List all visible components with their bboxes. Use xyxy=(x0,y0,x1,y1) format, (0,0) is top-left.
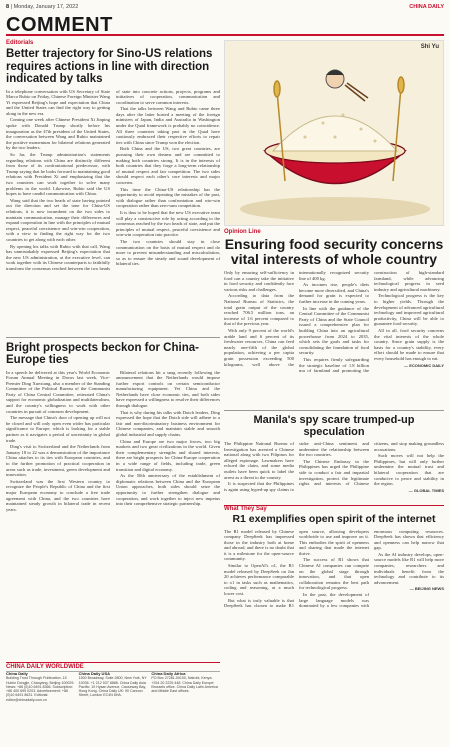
r1-body xyxy=(224,529,444,734)
opinion-paragraph: With only 9 percent of the world's arable land and 6 percent of its freshwater resources, China can feed nearly one-fifth of the global population, achieving a per capita grain possession exceeding 500 kilograms, well above the internationally recognized security line of 400 kg. xyxy=(224,270,369,367)
bright-paragraph: China and Europe are two major forces, two big markets and two great civilizations in the world. Given their complementary strengths and shared interests, there are bright prospects for China-Europe cooperation in a wide range of fields, including trade, green transition and digital economy. xyxy=(116,438,220,472)
address-block: China Daily USA 1500 Broadway, Suite 2800, New York, NY 10036. +1 212 537 8888. China Daily Asia Pacific: 10 Hysan Avenue, Causeway Bay, Hong Kong. China Daily UK: 90 Cannon Street, London EC4N 6HA. xyxy=(78,671,147,698)
editorial-paragraph: So far, the Trump administration's statements regarding relations with China are distinctly different from those of its confrontational predecessor, with Trump saying that he looks forward to maintaining good relations with President Xi and emphasizing that the two countries can work together to solve many problems in the world. Likewise, Rubio said the US hopes to have candid communication with China. xyxy=(6,152,110,197)
r1-paragraph: In the past, the development of large language models was dominated by a few companies with enormous computing resources. DeepSeek has shown that efficiency and openness can help narrow that gap. xyxy=(299,528,444,609)
section-header xyxy=(6,14,444,36)
manila-paragraph: The Philippine National Bureau of Investigation has arrested a Chinese national along with two Filipinos for alleged espionage. Lawmakers have echoed the claim, and some media outlets have been quick to label the arrest as a threat to the country. xyxy=(224,441,294,480)
editorial-body xyxy=(6,89,220,333)
r1-headline: R1 exemplifies open spirit of the internet xyxy=(232,513,436,525)
bright-paragraph: That is why during his talks with Dutch leaders, Ding expressed the hope that the Dutch side will adhere to a fair and non-discriminatory business environment for Chinese companies, and maintain stable and smooth global industrial and supply chains. xyxy=(116,409,220,438)
section-title: COMMENT xyxy=(6,14,113,36)
issue-date: Monday, January 17, 2022 xyxy=(13,4,79,10)
opinion-signoff: — ECONOMIC DAILY xyxy=(404,362,444,368)
editorial-headline: Better trajectory for Sino-US relations requires actions in line with direction indicated by talks xyxy=(6,48,213,85)
editorial-paragraph: It is thus to be hoped that the new US executive team will play a constructive role by acting according to the consensus reached by the two heads of state, and put the principles of mutual respect, peaceful coexistence and win-win cooperation into practice. xyxy=(116,209,220,238)
opinion-paragraph: Technological progress is the key to higher yields. Through the development of advanced agricultural technology and improved agricultural productivity, China will be able to guarantee food security. xyxy=(374,293,444,327)
editorial-paragraph: Both China and the US, two great countries, are pursuing their own dreams and are committed to making both countries strong. It is in the interests of both countries that they forge a long-term relationship of mutual respect and fair competition. The two sides should respect each other's core interests and major concerns. xyxy=(116,146,220,185)
address-block: China Daily Africa PO Box 27281-00100, Nairobi, Kenya. +254 20 2225 448. China Daily Europe: Brussels office. China Daily Latin America and Middle East offices. xyxy=(151,671,218,694)
masthead-bar xyxy=(6,4,444,14)
opinion-paragraph: Only by ensuring self-sufficiency in food can a country take the initiative in food security and confidently face various risks and challenges. xyxy=(224,270,294,292)
divider xyxy=(224,410,444,411)
opinion-paragraph: All in all, food security concerns the vital interests of the whole country. Since grain supply is the basis for a country's stability, every effort should be made to ensure that every household has enough to eat. xyxy=(374,327,444,361)
r1-signoff: — BEIJING NEWS xyxy=(409,586,444,592)
opinion-label: Opinion Line xyxy=(224,229,261,235)
opinion-paragraph: In line with the guidance of the Central Committee of the Communist Party of China and the State Council issued a comprehensive plan for building China into an agricultural powerhouse from 2024 to 2035, which sets the goals and tasks for consolidating the foundation of food security. xyxy=(299,305,369,356)
manila-paragraph: The Chinese Embassy in the Philippines has urged the Philippine side to conduct a fair and impartial investigation, protect the legitimate rights and interests of Chinese citizens, and stop making groundless accusations. xyxy=(299,441,444,487)
opinion-paragraph: This requires firmly safeguarding the strategic baseline of 1.8 billion mu of farmland and promoting the construction of high-standard farmland, while advancing technological progress in seed industry and agricultural machinery. xyxy=(299,270,444,374)
bright-paragraph: Ding's visit to Switzerland and the Netherlands from January 18 to 22 was a demonstration of the importance China attaches to its ties with European countries, and to the further promotion of practical cooperation in areas such as trade, investment, green development and innovation. xyxy=(6,444,110,478)
left-column xyxy=(6,40,220,648)
address-block: China Daily Building Trust Through Publication. 15 Huixin Dongjie, Chaoyang, Beijing 100029. News: +86 (0)10 6491 8366. Subscription: +86 400 699 0203. Advertisement: +86 (0)10 6491 8631. Editorial: editor@chinadaily.com.cn xyxy=(6,671,75,702)
worldwide-bar: CHINA DAILY WORLDWIDE xyxy=(6,662,220,672)
worldwide-addresses xyxy=(6,672,220,702)
right-column xyxy=(224,40,444,533)
masthead-left: 8 | Monday, January 17, 2022 xyxy=(6,4,79,10)
bright-headline: Bright prospects beckon for China-Europe ties xyxy=(6,341,199,366)
bright-paragraph: Bilateral relations hit a snag recently following the announcement that the Netherlands would impose further export controls on certain semiconductor manufacturing equipment. Yet China and the Netherlands have close economic ties, and both sides have expressed a willingness to resolve their differences through dialogue. xyxy=(116,369,220,409)
opinion-body xyxy=(224,270,444,408)
editorial-paragraph: Coming one week after Chinese President Xi Jinping spoke with Donald Trump shortly before his inauguration as the 47th president of the United States, the conversation between Wang and Rubio maintained the positive momentum for bilateral relations generated by the two leaders. xyxy=(6,117,110,151)
editorial-paragraph: That the talks between Wang and Rubio came three days after the latter hosted a meeting of the foreign ministers of Japan, India and Australia in Washington under the Quad framework is probably no coincidence. All three countries taking part in the Quad have cautiously embraced their respective efforts to repair ties with China since Trump won the election. xyxy=(116,106,220,145)
opinion-paragraph: As incomes rise, people's diets become more diversified, and China's demand for grain is expected to further increase in the coming years. xyxy=(299,282,369,304)
manila-signoff: — GLOBAL TIMES xyxy=(408,487,444,493)
paper-name: CHINA DAILY xyxy=(409,4,444,10)
bright-paragraph: In a speech he delivered at this year's World Economic Forum Annual Meeting in Davos last week, Vice-Premier Ding Xuexiang, also a member of the Standing Committee of the Political Bureau of the Communist Party of China Central Committee, reiterated China's support for economic globalization and multilateralism, and the country's willingness to work with other countries in pursuit of common development. xyxy=(6,369,110,414)
manila-headline: Manila's spy scare trumped-up speculation xyxy=(253,414,415,438)
bright-paragraph: As the 50th anniversary of the establishment of diplomatic relations between China and the European Union approaches, both sides should seize the opportunity to further strengthen dialogue and cooperation, and work together to inject new impetus into their comprehensive strategic partnership. xyxy=(116,473,220,507)
bright-body xyxy=(6,370,220,648)
editorial-paragraph: Wang said that the two heads of state having pointed out the direction and set the tone for China-US relations, it is now incumbent on the two sides to maintain communication, manage their differences and expand cooperation in line with the principles of mutual respect, peaceful coexistence and win-win cooperation, with a view to finding the right way for the two countries to get along with each other. xyxy=(6,197,110,242)
editorials-label: Editorials xyxy=(6,40,34,46)
bright-paragraph: The message that China's door of opening up will not be closed and will only open even wider has particular significance to Europe, which is looking for a stable partner as it navigates a period of uncertainty in global trade. xyxy=(6,415,110,443)
what-they-say-label: What They Say xyxy=(224,505,444,515)
what-they-say-section xyxy=(224,514,444,734)
r1-paragraph: The success of R1 shows that Chinese AI companies can compete on the global stage through innovation, and that open collaboration remains the best path for technological progress. xyxy=(299,557,369,591)
editorial-paragraph: The two countries should stay in close communication on the basis of mutual respect and do more to prevent misunderstanding and miscalculation, so as to ensure the steady and sound development of bilateral ties. xyxy=(116,238,220,267)
page-number: 8 xyxy=(6,4,10,10)
divider xyxy=(6,337,220,338)
r1-paragraph: As the AI industry develops, open-source models like R1 will help more companies, researchers and individuals benefit from the technology and contribute to its advancement. xyxy=(374,551,444,585)
cartoon-artist: Shi Yu xyxy=(420,44,439,50)
r1-paragraph: The R1 model released by Chinese company DeepSeek has impressed those in the industry both at home and abroad, and there is no doubt that it is a milestone for the open-source community. xyxy=(224,528,294,562)
editorial-paragraph: This time the China-US relationship has the opportunity to avoid repeating the mistakes of the past, with dialogue rather than confrontation and win-win cooperation rather than zero-sum competition. xyxy=(116,186,220,209)
manila-paragraph: Such moves will not help the Philippines, but will only further undermine the mutual trust and bilateral cooperation that are conducive to peace and stability in the region. xyxy=(374,453,444,487)
manila-paragraph: It is suspected that the Philippines is again using hyped-up spy claims to stoke anti-China sentiment and undermine the relationship between the two countries. xyxy=(224,441,369,492)
editorial-paragraph: By opening his talks with Rubio with that call, Wang has unmistakably expressed Beijing's expectation that the new US administration, at the executive level, can work together with its Chinese counterparts to faithfully transform the consensus reached between the two heads of state into concrete actions, projects, programs and initiatives of cooperation, communication and coordination to serve common interests. xyxy=(6,88,220,271)
opinion-headline: Ensuring food security concerns vital interests of whole country xyxy=(224,236,444,267)
r1-paragraph: But what is truly valuable is that DeepSeek has chosen to make R1 open source, allowing developers worldwide to use and improve on it. This embodies the spirit of openness and sharing that made the internet thrive. xyxy=(224,528,369,609)
editorial-paragraph: In a telephone conversation with US Secretary of State Marco Rubio on Friday, Chinese Foreign Minister Wang Yi expressed Beijing's hope and expectation that China and the United States can find the right way to getting along in the new era. xyxy=(6,88,110,116)
cartoon-illustration xyxy=(225,41,444,226)
editorial-cartoon xyxy=(224,40,444,226)
opinion-paragraph: According to data from the National Bureau of Statistics, the total grain output of the country reached 706.5 million tons, an increase of 1.6 percent compared to that of the previous year. xyxy=(224,293,294,327)
r1-paragraph: Similar to OpenAI's o1, the R1 model released by DeepSeek on Jan 20 achieves performance comparable to o1 in tasks such as mathematics, coding and reasoning, at a much lower cost. xyxy=(224,563,294,597)
bright-paragraph: Switzerland was the first Western country to recognize the People's Republic of China and the first major European economy to conclude a free trade agreement with China, and the two countries have maintained steady growth in bilateral trade in recent years. xyxy=(6,478,110,512)
